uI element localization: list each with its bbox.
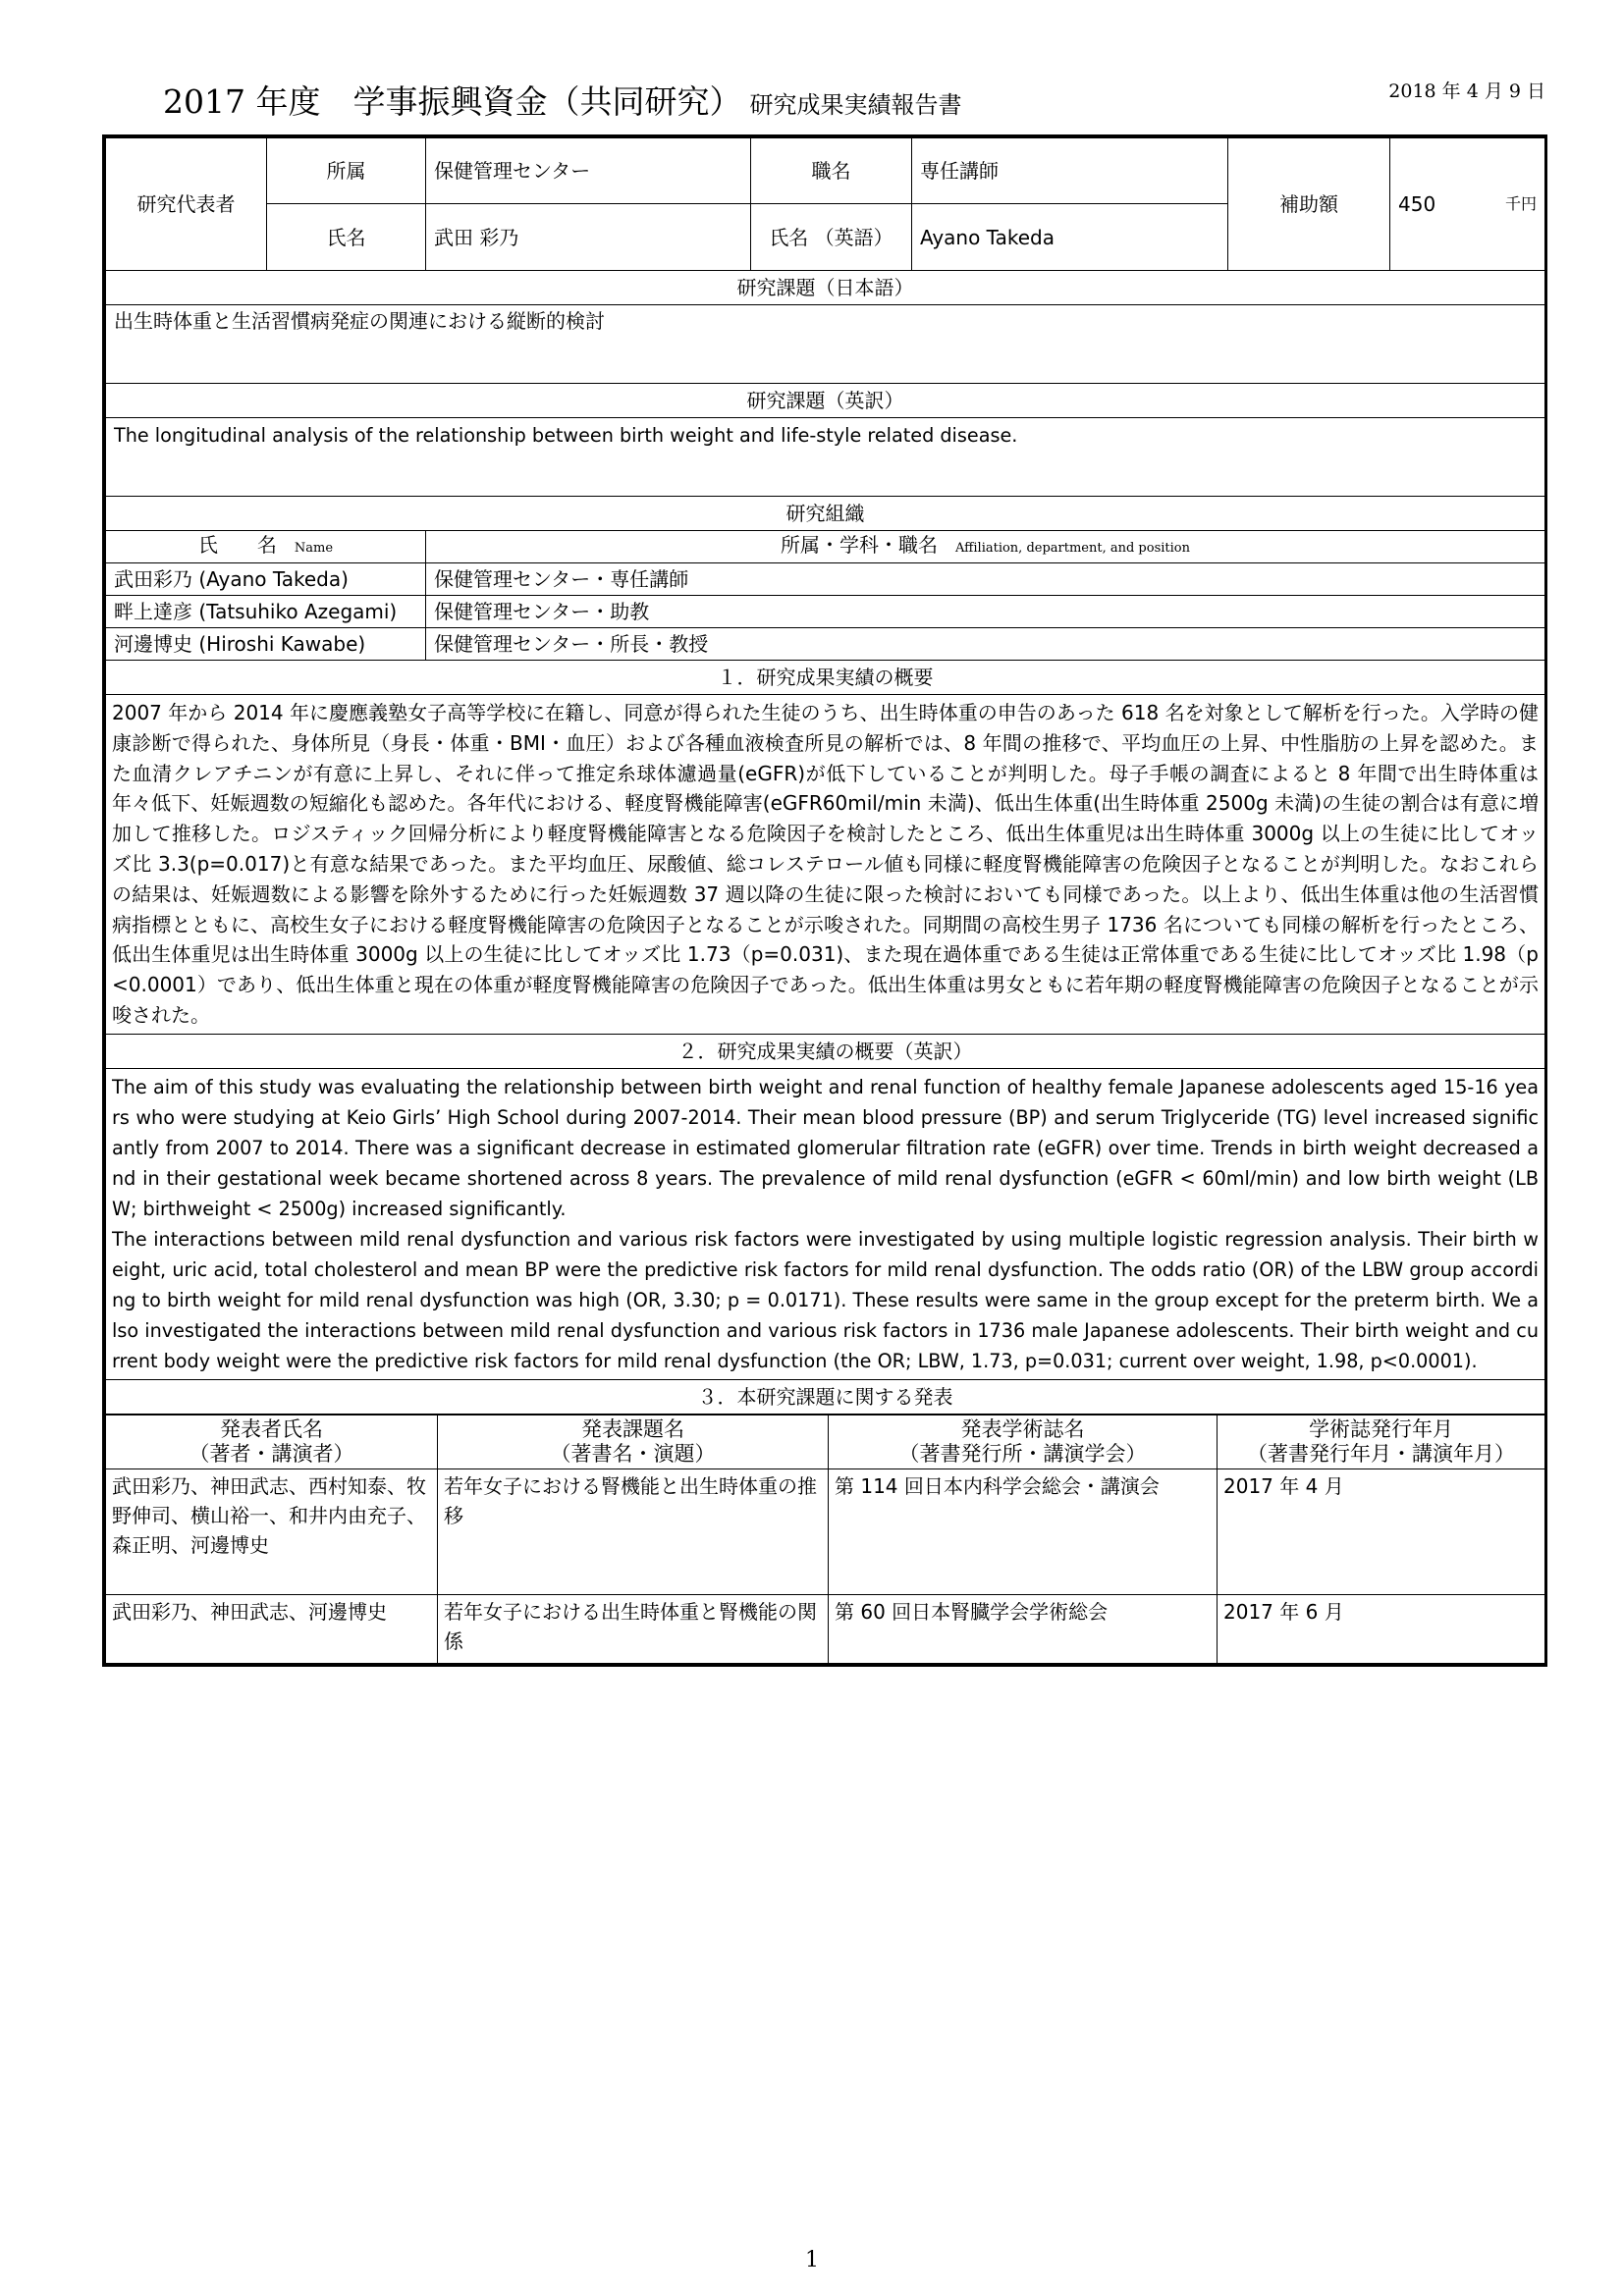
organization-heading-row: [106, 497, 1545, 531]
representative-label: 研究代表者: [106, 138, 267, 271]
publication-row: [106, 1594, 1545, 1663]
pub-authors: 武田彩乃、神田武志、河邊博史: [106, 1594, 438, 1663]
pub-col-date-sub: （著書発行年月・講演年月）: [1247, 1441, 1515, 1466]
member-affiliation: 保健管理センター・助教: [426, 596, 1545, 628]
topic-en-text: The longitudinal analysis of the relationship between birth weight and life-style related disease.: [106, 418, 1545, 497]
member-name: 武田彩乃 (Ayano Takeda): [106, 563, 426, 596]
affiliation-value: 保健管理センター: [426, 138, 751, 204]
form-table: [105, 137, 1545, 1415]
pub-col-venue: [829, 1415, 1218, 1468]
name-en-value: Ayano Takeda: [912, 204, 1228, 271]
topic-en-row: [106, 418, 1545, 497]
summary-jp-text: 2007 年から 2014 年に慶應義塾女子高等学校に在籍し、同意が得られた生徒のうち、出生時体重の申告のあった 618 名を対象として解析を行った。入学時の健康診断で得られた、身体所見（身長・体重・BMI・血圧）および各種血液検査所見の解析では、8 年間の推移で、平均血圧の上昇、中性脂肪の上昇を認めた。また血清クレアチニンが有意に上昇し、それに伴って推定糸球体濾過量(eGFR)が低下していることが判明した。母子手帳の調査によると 8 年間で出生時体重は年々低下、妊娠週数の短縮化も認めた。各年代における、軽度腎機能障害(eGFR60mil/min 未満)、低出生体重(出生時体重 2500g 未満)の生徒の割合は有意に増加して推移した。ロジスティック回帰分析により軽度腎機能障害となる危険因子を検討したところ、低出生体重児は出生時体重 3000g 以上の生徒に比してオッズ比 3.3(p=0.017)と有意な結果であった。また平均血圧、尿酸値、総コレステロール値も同様に軽度腎機能障害の危険因子となることが判明した。なおこれらの結果は、妊娠週数による影響を除外するために行った妊娠週数 37 週以降の生徒に限った検討においても同様であった。以上より、低出生体重は他の生活習慣病指標とともに、高校生女子における軽度腎機能障害の危険因子となることが示唆された。同期間の高校生男子 1736 名についても同様の解析を行ったところ、低出生体重児は出生時体重 3000g 以上の生徒に比してオッズ比 1.73（p=0.031)、また現在過体重である生徒は正常体重である生徒に比してオッズ比 1.98（p<0.0001）であり、低出生体重と現在の体重が軽度腎機能障害の危険因子であった。低出生体重は男女ともに若年期の軽度腎機能障害の危険因子となることが示唆された。: [106, 695, 1545, 1035]
org-col-name: [106, 531, 426, 563]
position-label: 職名: [751, 138, 912, 204]
member-row: [106, 596, 1545, 628]
report-date: 2018 年 4 月 9 日: [1388, 80, 1545, 102]
pub-col-title-label: 発表課題名: [581, 1416, 684, 1441]
topic-jp-heading-row: [106, 271, 1545, 305]
report-form: [102, 134, 1547, 1667]
pub-date: 2017 年 6 月: [1218, 1594, 1545, 1663]
publications-table: [105, 1415, 1545, 1664]
page-number: 1: [805, 2248, 819, 2272]
position-value: 専任講師: [912, 138, 1228, 204]
publications-heading: ３．本研究課題に関する発表: [106, 1379, 1545, 1414]
member-affiliation: 保健管理センター・所長・教授: [426, 628, 1545, 661]
pub-col-authors-sub: （著者・講演者）: [189, 1441, 354, 1466]
grant-cell: [1390, 138, 1545, 271]
topic-jp-text: 出生時体重と生活習慣病発症の関連における縦断的検討: [106, 305, 1545, 384]
topic-en-heading: 研究課題（英訳）: [106, 384, 1545, 418]
summary-jp-row: [106, 695, 1545, 1035]
summary-en-heading: ２．研究成果実績の概要（英訳）: [106, 1034, 1545, 1068]
org-col-aff-label: 所属・学科・職名: [780, 533, 938, 557]
grant-unit: 千円: [1504, 194, 1537, 213]
affiliation-label: 所属: [267, 138, 426, 204]
pub-col-venue-sub: （著書発行所・講演学会）: [898, 1441, 1147, 1466]
pub-col-title: [438, 1415, 829, 1468]
member-affiliation: 保健管理センター・専任講師: [426, 563, 1545, 596]
pub-col-authors: [106, 1415, 438, 1468]
member-row: [106, 628, 1545, 661]
summary-en-paragraph-1: The aim of this study was evaluating the relationship between birth weight and renal function of healthy female Japanese adolescents aged 15-16 years who were studying at Keio Girls’ High School during 2007-2014. Their mean blood pressure (BP) and serum Triglyceride (TG) level increased significantly from 2007 to 2014. There was a significant decrease in estimated glomerular filtration rate (eGFR) over time. Trends in birth weight decreased and in their gestational week became shortened across 8 years. The prevalence of mild renal dysfunction (eGFR < 60ml/min) and low birth weight (LBW; birthweight < 2500g) increased significantly.: [112, 1075, 1539, 1220]
grant-label: 補助額: [1228, 138, 1390, 271]
pub-col-venue-label: 発表学術誌名: [960, 1416, 1085, 1441]
publications-colhead-row: [106, 1415, 1545, 1468]
publication-row: [106, 1468, 1545, 1594]
topic-jp-heading: 研究課題（日本語）: [106, 271, 1545, 305]
grant-amount: 450: [1398, 192, 1436, 216]
pub-col-title-sub: （著書名・演題）: [550, 1441, 716, 1466]
representative-row-1: [106, 138, 1545, 204]
name-en-label: 氏名 （英語）: [751, 204, 912, 271]
summary-jp-heading: １．研究成果実績の概要: [106, 661, 1545, 695]
name-value: 武田 彩乃: [426, 204, 751, 271]
org-col-aff: [426, 531, 1545, 563]
pub-venue: 第 114 回日本内科学会総会・講演会: [829, 1468, 1218, 1594]
summary-en-body: [106, 1068, 1545, 1379]
topic-en-heading-row: [106, 384, 1545, 418]
pub-col-date: [1218, 1415, 1545, 1468]
report-title: [163, 77, 961, 123]
org-col-name-label: 氏 名: [197, 533, 277, 557]
pub-date: 2017 年 4 月: [1218, 1468, 1545, 1594]
summary-jp-heading-row: [106, 661, 1545, 695]
member-row: [106, 563, 1545, 596]
publications-heading-row: [106, 1379, 1545, 1414]
name-label: 氏名: [267, 204, 426, 271]
title-subtitle: 研究成果実績報告書: [749, 91, 962, 119]
report-header: [102, 77, 1545, 130]
member-name: 畔上達彦 (Tatsuhiko Azegami): [106, 596, 426, 628]
pub-venue: 第 60 回日本腎臓学会学術総会: [829, 1594, 1218, 1663]
pub-authors: 武田彩乃、神田武志、西村知泰、牧野伸司、横山裕一、和井内由充子、森正明、河邊博史: [106, 1468, 438, 1594]
summary-en-row: [106, 1068, 1545, 1379]
organization-colhead-row: [106, 531, 1545, 563]
pub-col-date-label: 学術誌発行年月: [1309, 1416, 1453, 1441]
topic-jp-row: [106, 305, 1545, 384]
pub-title: 若年女子における出生時体重と腎機能の関係: [438, 1594, 829, 1663]
summary-en-heading-row: [106, 1034, 1545, 1068]
org-col-name-en: Name: [294, 541, 334, 556]
member-name: 河邊博史 (Hiroshi Kawabe): [106, 628, 426, 661]
pub-col-authors-label: 発表者氏名: [220, 1416, 323, 1441]
pub-title: 若年女子における腎機能と出生時体重の推移: [438, 1468, 829, 1594]
summary-en-paragraph-2: The interactions between mild renal dysfunction and various risk factors were investigated by using multiple logistic regression analysis. Their birth weight, uric acid, total cholesterol and mean BP were the predictive risk factors for mild renal dysfunction. The odds ratio (OR) of the LBW group according to birth weight for mild renal dysfunction was high (OR, 3.30; p = 0.0171). These results were same in the group except for the preterm birth. We also investigated the interactions between mild renal dysfunction and various risk factors in 1736 male Japanese adolescents. Their birth weight and current body weight were the predictive risk factors for mild renal dysfunction (the OR; LBW, 1.73, p=0.031; current over weight, 1.98, p<0.0001).: [112, 1227, 1539, 1372]
org-col-aff-en: Affiliation, department, and position: [954, 541, 1190, 556]
title-text: 2017 年度 学事振興資金（共同研究）: [163, 82, 742, 121]
organization-heading: 研究組織: [106, 497, 1545, 531]
